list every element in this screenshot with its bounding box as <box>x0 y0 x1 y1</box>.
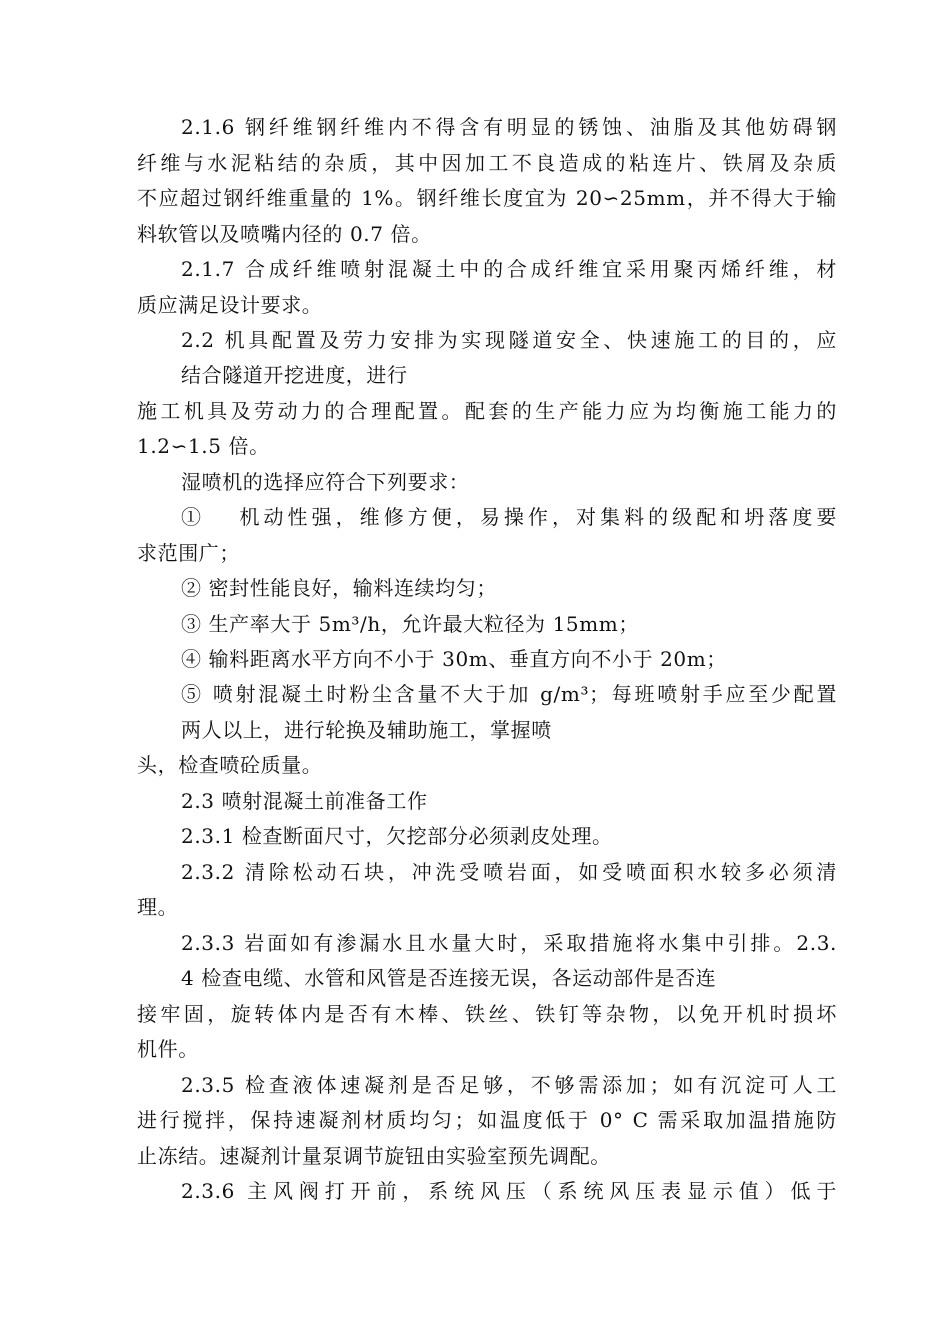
text-line: 理。 <box>137 895 179 919</box>
text-line: 料软管以及喷嘴内径的 0.7 倍。 <box>137 222 432 246</box>
text-line: 结合隧道开挖进度，进行 <box>181 363 408 387</box>
text-line: 求范围广； <box>137 541 240 565</box>
text-line: 2.1.6 钢纤维钢纤维内不得含有明显的锈蚀、油脂及其他妨碍钢 <box>181 115 837 139</box>
text-line: 2.3.3 岩面如有渗漏水且水量大时，采取措施将水集中引排。2.3. <box>181 931 837 955</box>
text-line: ② 密封性能良好，输料连续均匀； <box>181 576 497 600</box>
text-line: 施工机具及劳动力的合理配置。配套的生产能力应为均衡施工能力的 <box>137 399 837 423</box>
text-line: 纤维与水泥粘结的杂质，其中因加工不良造成的粘连片、铁屑及杂质 <box>137 151 837 175</box>
text-line: 2.3.1 检查断面尺寸，欠挖部分必须剥皮处理。 <box>181 824 613 848</box>
text-line: 2.3.6 主风阀打开前，系统风压（系统风压表显示值）低于 <box>181 1179 837 1203</box>
text-line: 4 检查电缆、水管和风管是否连接无误，各运动部件是否连 <box>181 966 717 990</box>
text-line: 机件。 <box>137 1037 199 1061</box>
text-line: 2.3.2 清除松动石块，冲洗受喷岩面，如受喷面积水较多必须清 <box>181 860 837 884</box>
text-line: 2.1.7 合成纤维喷射混凝土中的合成纤维宜采用聚丙烯纤维，材 <box>181 257 837 281</box>
text-line: 两人以上，进行轮换及辅助施工，掌握喷 <box>181 718 552 742</box>
text-line: ③ 生产率大于 5m³/h，允许最大粒径为 15mm； <box>181 612 639 636</box>
text-line: 头，检查喷砼质量。 <box>137 753 323 777</box>
text-line: 2.3.5 检查液体速凝剂是否足够，不够需添加；如有沉淀可人工 <box>181 1073 837 1097</box>
text-line: 湿喷机的选择应符合下列要求： <box>181 470 470 494</box>
text-line: 不应超过钢纤维重量的 1%。钢纤维长度宜为 20∽25mm，并不得大于输 <box>137 186 837 210</box>
text-line: 接牢固，旋转体内是否有木棒、铁丝、铁钉等杂物，以免开机时损坏 <box>137 1002 837 1026</box>
text-line: 进行搅拌，保持速凝剂材质均匀；如温度低于 0° C 需采取加温措施防 <box>137 1108 837 1132</box>
text-line: 止冻结。速凝剂计量泵调节旋钮由实验室预先调配。 <box>137 1144 611 1168</box>
text-line: 2.3 喷射混凝土前准备工作 <box>181 789 428 813</box>
text-line: ④ 输料距离水平方向不小于 30m、垂直方向不小于 20m； <box>181 647 727 671</box>
text-line: ⑤ 喷射混凝土时粉尘含量不大于加 g/m³；每班喷射手应至少配置 <box>181 682 837 706</box>
text-line: 2.2 机具配置及劳力安排为实现隧道安全、快速施工的目的，应 <box>181 328 837 352</box>
text-line: ① 机动性强，维修方便，易操作，对集料的级配和坍落度要 <box>181 505 837 529</box>
text-line: 1.2∽1.5 倍。 <box>137 434 270 458</box>
text-line: 质应满足设计要求。 <box>137 293 323 317</box>
